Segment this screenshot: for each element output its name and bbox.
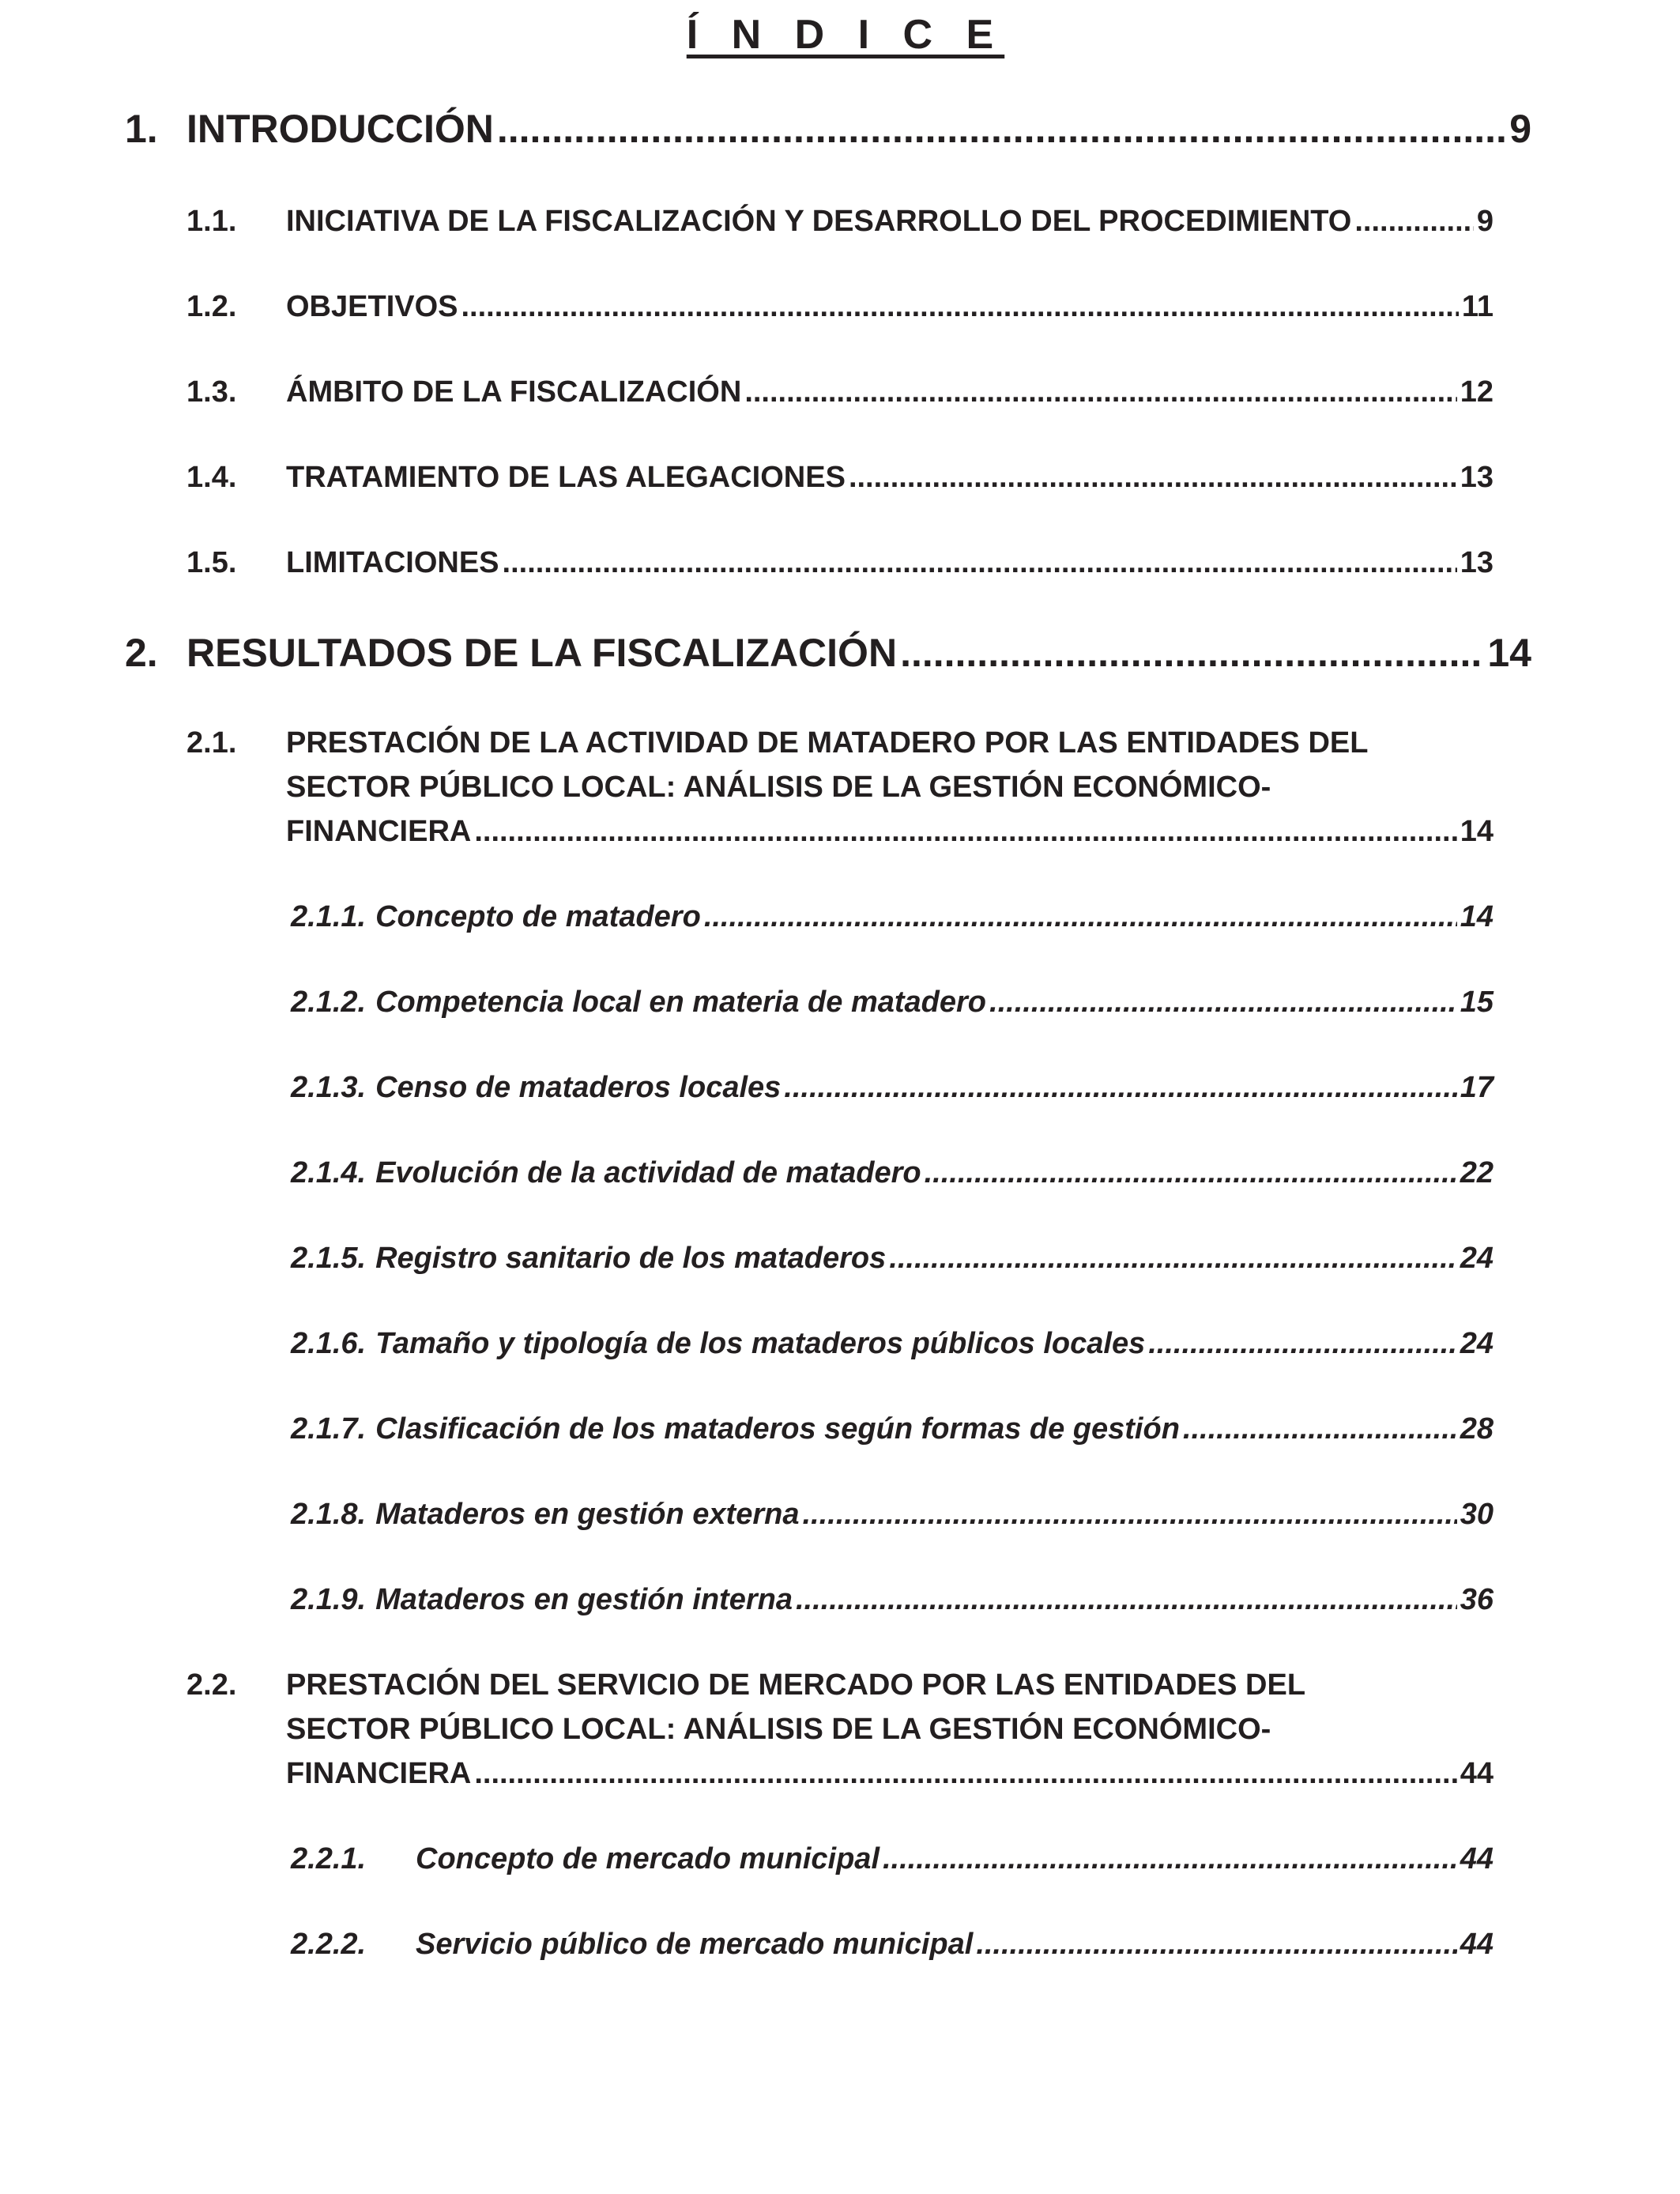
toc-entry-2-1-2[interactable]: [291, 986, 1494, 1020]
toc-page: 44: [1460, 1757, 1494, 1790]
toc-entry-2-1-4[interactable]: [291, 1156, 1494, 1190]
toc-number: 1.: [125, 107, 158, 151]
toc-number: 2.1.3.: [291, 1071, 367, 1104]
toc-number: 2.1.8.: [291, 1498, 367, 1531]
toc-entry-2-1-8[interactable]: [291, 1498, 1494, 1532]
page-title: Í N D I C E: [686, 12, 1005, 58]
toc-number: 2.1.: [186, 726, 237, 760]
toc-title: TRATAMIENTO DE LAS ALEGACIONES: [286, 461, 846, 494]
toc-entry-2-1-1[interactable]: [291, 900, 1494, 934]
toc-page: 9: [1476, 205, 1494, 238]
toc-leader: [989, 986, 1457, 1020]
toc-entry-1-5[interactable]: [186, 546, 1494, 580]
toc-leader: [976, 1928, 1456, 1962]
toc-entry-1[interactable]: [125, 106, 1531, 152]
toc-leader: [925, 1156, 1457, 1190]
toc-title: Clasificación de los mataderos según formas de gestión: [375, 1412, 1180, 1446]
toc-page: 28: [1460, 1412, 1494, 1446]
toc-title-line-1: PRESTACIÓN DEL SERVICIO DE MERCADO POR LAS ENTIDADES DEL: [286, 1668, 1306, 1702]
toc-leader: [461, 290, 1459, 324]
toc-title: Registro sanitario de los mataderos: [375, 1242, 887, 1275]
toc-number: 2.2.: [186, 1668, 237, 1702]
toc-title: Servicio público de mercado municipal: [416, 1928, 974, 1961]
toc-leader: [1148, 1327, 1456, 1361]
toc-title: INICIATIVA DE LA FISCALIZACIÓN Y DESARROLLO DEL PROCEDIMIENTO: [286, 205, 1352, 238]
toc-number: 2.2.2.: [291, 1928, 367, 1961]
toc-number: 2.1.2.: [291, 986, 367, 1019]
toc-page: 14: [1460, 900, 1494, 933]
toc-entry-2-2-1[interactable]: [291, 1842, 1494, 1876]
toc-number: 2.1.9.: [291, 1583, 367, 1616]
toc-page: 44: [1460, 1842, 1494, 1875]
toc-number: 2.1.4.: [291, 1156, 367, 1189]
toc-number: 2.: [125, 631, 158, 675]
toc-page: 14: [1460, 815, 1494, 848]
toc-page: 14: [1487, 631, 1531, 675]
toc-title-line-2: SECTOR PÚBLICO LOCAL: ANÁLISIS DE LA GESTIÓN ECONÓMICO-: [286, 1713, 1271, 1746]
toc-leader: [744, 375, 1456, 409]
toc-entry-2-1-5[interactable]: [291, 1242, 1494, 1276]
toc-page: 17: [1460, 1071, 1494, 1104]
toc-entry-1-2[interactable]: [186, 290, 1494, 324]
toc-page: 24: [1460, 1327, 1494, 1360]
toc-page: 44: [1460, 1928, 1494, 1961]
toc-leader: [784, 1071, 1456, 1105]
toc-entry-2-1-3[interactable]: [291, 1071, 1494, 1105]
toc-title-line-2: SECTOR PÚBLICO LOCAL: ANÁLISIS DE LA GESTIÓN ECONÓMICO-: [286, 771, 1271, 804]
toc-leader: [889, 1242, 1456, 1276]
toc-leader: [1183, 1412, 1457, 1446]
toc-title-line-3: FINANCIERA: [286, 815, 472, 848]
toc-number: 1.4.: [186, 461, 237, 494]
toc-number: 2.1.6.: [291, 1327, 367, 1360]
toc-title: RESULTADOS DE LA FISCALIZACIÓN: [186, 631, 898, 675]
toc-number: 2.1.5.: [291, 1242, 367, 1275]
toc-title: ÁMBITO DE LA FISCALIZACIÓN: [286, 375, 742, 409]
toc-leader: [849, 461, 1457, 495]
toc-page: 30: [1460, 1498, 1494, 1531]
toc-entry-2-1-7[interactable]: [291, 1412, 1494, 1446]
toc-title-line-3-row: [286, 1757, 1494, 1791]
toc-title: Concepto de mercado municipal: [416, 1842, 880, 1875]
toc-entry-2-2-2[interactable]: [291, 1928, 1494, 1962]
toc-title: Mataderos en gestión interna: [375, 1583, 793, 1616]
toc-number: 1.2.: [186, 290, 237, 323]
toc-page: 13: [1460, 461, 1494, 494]
toc-entry-2[interactable]: [125, 630, 1531, 676]
toc-title: Mataderos en gestión externa: [375, 1498, 800, 1531]
toc-entry-1-1[interactable]: [186, 205, 1494, 239]
toc-leader: [802, 1498, 1456, 1532]
toc-entry-1-4[interactable]: [186, 461, 1494, 495]
toc-title: Evolución de la actividad de matadero: [375, 1156, 921, 1189]
toc-number: 2.1.1.: [291, 900, 367, 933]
toc-leader: [1354, 205, 1473, 239]
toc-title: LIMITACIONES: [286, 546, 499, 579]
toc-leader: [796, 1583, 1457, 1617]
toc-title: INTRODUCCIÓN: [186, 107, 494, 151]
toc-leader: [704, 900, 1457, 934]
toc-page: 11: [1461, 290, 1494, 323]
toc-title-line-3-row: [286, 815, 1494, 849]
toc-leader: [883, 1842, 1457, 1876]
toc-page: 9: [1509, 107, 1531, 151]
toc-page: 24: [1460, 1242, 1494, 1275]
toc-leader: [900, 630, 1484, 676]
toc-leader: [474, 815, 1456, 849]
toc-leader: [497, 106, 1506, 152]
toc-number: 2.1.7.: [291, 1412, 367, 1446]
toc-title-line-1: PRESTACIÓN DE LA ACTIVIDAD DE MATADERO POR LAS ENTIDADES DEL: [286, 726, 1369, 760]
toc-page: 12: [1460, 375, 1494, 409]
toc-number: 1.5.: [186, 546, 237, 579]
toc-page: 13: [1460, 546, 1494, 579]
toc-entry-1-3[interactable]: [186, 375, 1494, 409]
toc-title: Tamaño y tipología de los mataderos públicos locales: [375, 1327, 1146, 1360]
toc-title: Competencia local en materia de matadero: [375, 986, 987, 1019]
toc-page: 22: [1460, 1156, 1494, 1189]
toc-title: Concepto de matadero: [375, 900, 701, 933]
toc-number: 2.2.1.: [291, 1842, 367, 1875]
toc-page: 36: [1460, 1583, 1494, 1616]
toc-title: Censo de mataderos locales: [375, 1071, 782, 1104]
toc-title: OBJETIVOS: [286, 290, 458, 323]
toc-entry-2-1-6[interactable]: [291, 1327, 1494, 1361]
toc-leader: [503, 546, 1457, 580]
toc-leader: [474, 1757, 1456, 1791]
toc-entry-2-1-9[interactable]: [291, 1583, 1494, 1617]
toc-page: 15: [1460, 986, 1494, 1019]
toc-number: 1.3.: [186, 375, 237, 409]
toc-number: 1.1.: [186, 205, 237, 238]
toc-title-line-3: FINANCIERA: [286, 1757, 472, 1790]
